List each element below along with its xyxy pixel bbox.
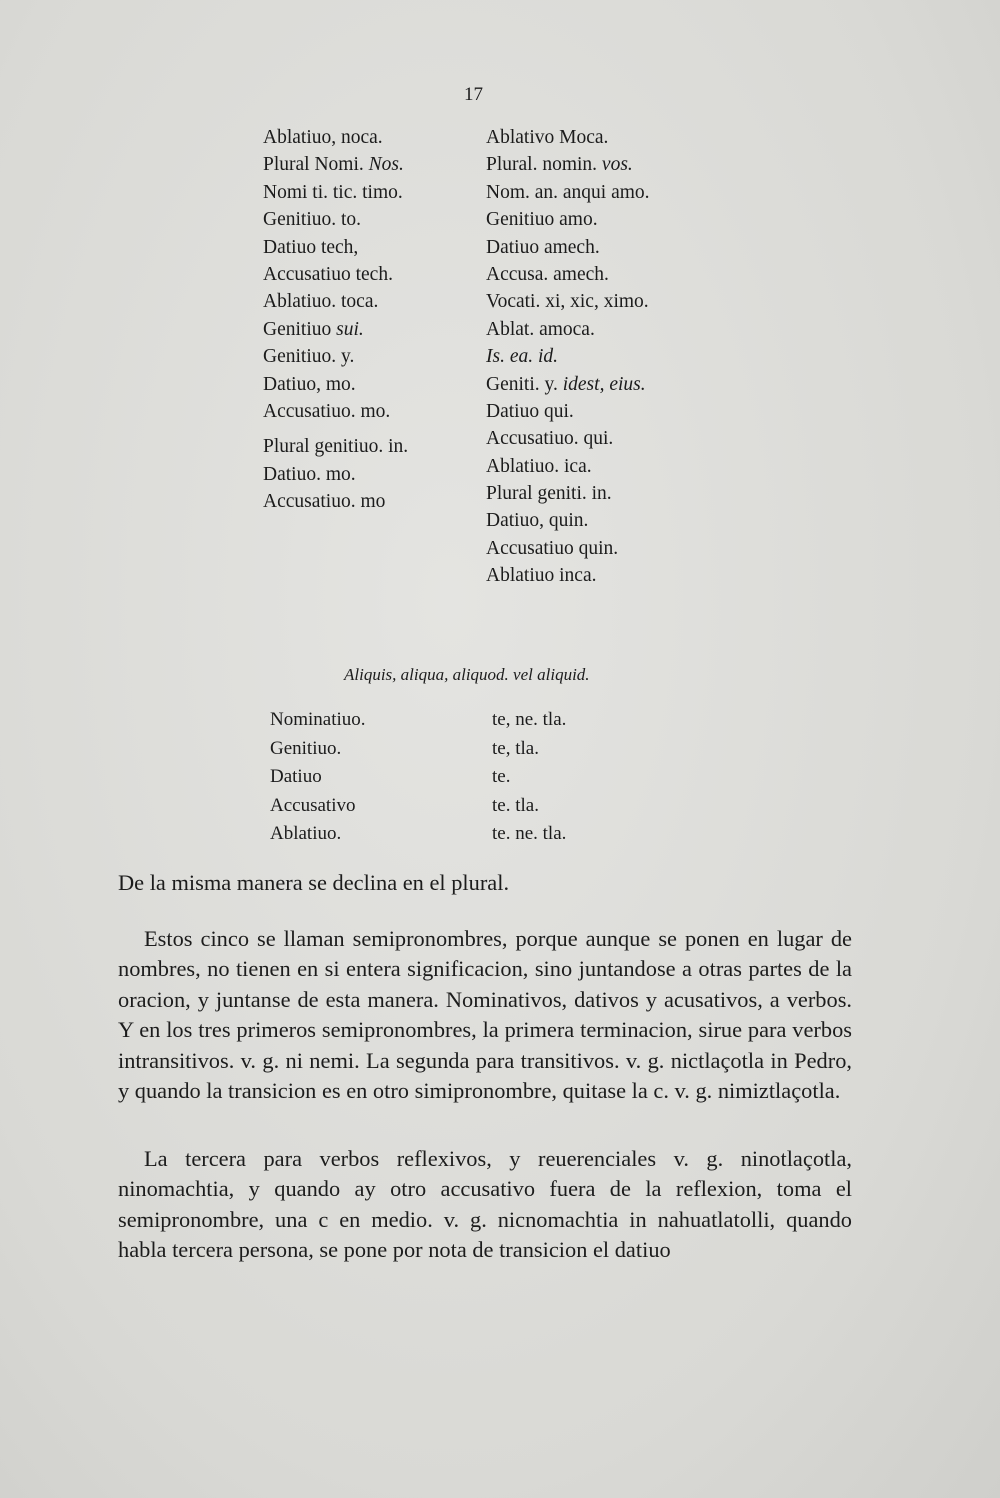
pronoun-line-text: Datiuo amech. — [486, 236, 600, 258]
pronoun-line-italic: Is. ea. id. — [486, 346, 559, 368]
pronoun-line-text: Plural geniti. in. — [486, 483, 612, 505]
declension-forms — [492, 706, 566, 849]
pronoun-line — [263, 343, 408, 370]
pronoun-line — [486, 398, 650, 425]
pronoun-line — [263, 234, 408, 261]
pronoun-line — [263, 124, 408, 151]
pronoun-line-text: Datiuo, quin. — [486, 510, 589, 532]
pronoun-line-text: Genitiuo. y. — [263, 346, 355, 368]
pronoun-line — [486, 371, 650, 398]
pronoun-line-text: Accusatiuo quin. — [486, 537, 619, 559]
pronoun-line-text: Ablatiuo inca. — [486, 565, 597, 587]
declension-form: te. tla. — [492, 794, 539, 816]
pronoun-line-text: Datiuo qui. — [486, 400, 574, 422]
pronoun-column-right — [486, 124, 650, 590]
pronoun-line — [263, 433, 408, 460]
pronoun-line-text: Genitiuo — [263, 318, 337, 340]
pronoun-line-text: Nomi ti. tic. timo. — [263, 181, 403, 203]
pronoun-line — [263, 371, 408, 398]
pronoun-line-italic: idest, eius. — [562, 373, 646, 395]
declension-case: Accusativo — [270, 794, 356, 816]
pronoun-line — [263, 398, 408, 425]
pronoun-line — [486, 179, 650, 206]
pronoun-line-text: Genitiuo amo. — [486, 209, 598, 231]
pronoun-column-left — [263, 124, 408, 515]
pronoun-line — [486, 124, 650, 151]
pronoun-line — [486, 562, 650, 589]
pronoun-line-text: Ablativo Moca. — [486, 127, 609, 148]
pronoun-line — [486, 535, 650, 562]
pronoun-line-text: Plural Nomi. — [263, 154, 369, 176]
declension-form: te, ne. tla. — [492, 709, 567, 730]
pronoun-line — [486, 206, 650, 233]
declension-form: te. ne. tla. — [492, 823, 567, 844]
pronoun-line — [263, 261, 408, 288]
pronoun-line-text: Geniti. y. — [486, 373, 563, 395]
pronoun-line-text: Datiuo, mo. — [263, 373, 356, 395]
pronoun-line — [486, 453, 650, 480]
pronoun-line-text: Accusatiuo. qui. — [486, 428, 614, 450]
pronoun-line-text: Ablat. amoca. — [486, 318, 595, 340]
paragraph-semipronombres: Estos cinco se llaman semipronombres, porque aunque se ponen en lugar de nombres, no tienen en si entera significacion, sino juntandose a otras partes de la oracion, y juntanse de esta manera. Nominativos, dativos y acusativos, a verbos. Y en los tres primeros semipronombres, la primera terminacion, sirue para verbos intransitivos. v. g. ni nemi. La segunda para transitivos. v. g. nictlaçotla in Pedro, y quando la transicion es en otro simipronombre, quitase la c. v. g. nimiztlaçotla. — [118, 926, 852, 1104]
pronoun-line — [263, 151, 408, 178]
pronoun-line-text: Datiuo. mo. — [263, 463, 356, 485]
pronoun-line — [486, 343, 650, 370]
pronoun-line — [486, 234, 650, 261]
declension-case: Datiuo — [270, 766, 322, 787]
pronoun-line-text: Ablatiuo, noca. — [263, 127, 383, 148]
pronoun-line — [263, 461, 408, 488]
pronoun-line — [263, 179, 408, 206]
pronoun-line-text: Nom. an. anqui amo. — [486, 181, 650, 203]
pronoun-line — [486, 151, 650, 178]
pronoun-line-italic: Nos. — [368, 154, 404, 176]
pronoun-line-text: Accusatiuo. mo — [263, 491, 386, 513]
pronoun-line — [263, 316, 408, 343]
pronoun-line-text: Plural genitiuo. in. — [263, 436, 409, 458]
pronoun-line-text: Vocati. xi, xic, ximo. — [486, 291, 649, 313]
pronoun-line — [263, 488, 408, 515]
pronoun-line — [263, 288, 408, 315]
column-gap — [263, 425, 408, 433]
pronoun-line-text: Ablatiuo. toca. — [263, 291, 379, 313]
pronoun-line-text: Accusatiuo tech. — [263, 263, 393, 285]
pronoun-line — [263, 206, 408, 233]
declension-case: Genitiuo. — [270, 737, 342, 759]
pronoun-line — [486, 480, 650, 507]
pronoun-line-italic: sui. — [336, 318, 364, 340]
paragraph-plural-note: De la misma manera se declina en el plural. — [118, 870, 510, 895]
pronoun-line-text: Accusa. amech. — [486, 263, 609, 285]
pronoun-line-italic: vos. — [601, 154, 633, 176]
declension-case: Nominatiuo. — [270, 709, 366, 730]
pronoun-line-text: Genitiuo. to. — [263, 209, 362, 231]
declension-heading: Aliquis, aliqua, aliquod. vel aliquid. — [344, 665, 590, 684]
pronoun-line — [486, 316, 650, 343]
pronoun-line — [486, 288, 650, 315]
pronoun-line-text: Accusatiuo. mo. — [263, 400, 391, 422]
declension-cases — [270, 706, 366, 849]
pronoun-line — [486, 261, 650, 288]
pronoun-line-text: Datiuo tech, — [263, 236, 359, 258]
paragraph-reflexivos: La tercera para verbos reflexivos, y reuerenciales v. g. ninotlaçotla, ninomachtia, y quando ay otro accusativo fuera de la reflexion, toma el semipronombre, una c en medio. v. g. nicnomachtia in nahuatlatolli, quando habla tercera persona, se pone por nota de transicion el datiuo — [118, 1146, 852, 1263]
pronoun-line-text: Plural. nomin. — [486, 154, 602, 176]
page-number: 17 — [464, 84, 483, 105]
declension-form: te. — [492, 766, 511, 787]
pronoun-line — [486, 425, 650, 452]
pronoun-line — [486, 507, 650, 534]
declension-form: te, tla. — [492, 737, 539, 759]
pronoun-line-text: Ablatiuo. ica. — [486, 455, 592, 477]
declension-case: Ablatiuo. — [270, 823, 342, 844]
